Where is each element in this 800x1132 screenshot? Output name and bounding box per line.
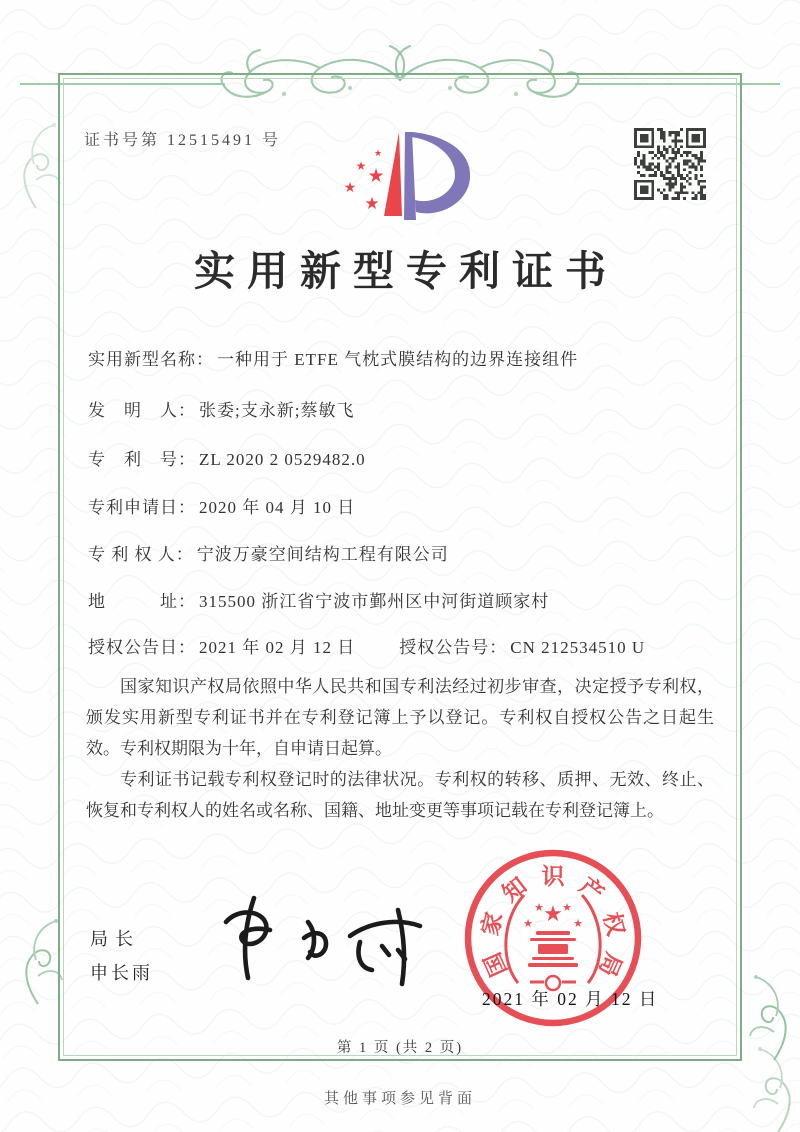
svg-text:权: 权 (598, 909, 629, 939)
svg-text:知: 知 (497, 872, 532, 907)
svg-text:★: ★ (543, 901, 563, 926)
field-label: 实用新型名称： (88, 350, 214, 369)
svg-text:★: ★ (573, 918, 583, 930)
svg-text:★: ★ (562, 902, 572, 914)
svg-text:国: 国 (479, 948, 512, 980)
cnipa-logo-icon (332, 122, 480, 230)
grant-number-label: 授权公告号： (399, 638, 508, 657)
field-row-grant-date (88, 633, 645, 658)
grant-number-value: CN 212534510 U (510, 638, 646, 657)
field-row-patent-no (88, 445, 366, 470)
svg-text:★: ★ (534, 902, 544, 914)
field-value: 2020 年 04 月 10 日 (199, 498, 356, 517)
body-paragraphs (86, 672, 714, 827)
field-row-name (88, 345, 578, 370)
svg-text:局: 局 (594, 948, 627, 980)
svg-text:★: ★ (373, 148, 383, 158)
paragraph-1: 国家知识产权局依照中华人民共和国专利法经过初步审查，决定授予专利权，颁发实用新型专利证书并在专利登记簿上予以登记。专利权自授权公告之日起生效。专利权期限为十年，自申请日起算。 (86, 677, 714, 758)
director-name: 申长雨 (90, 963, 153, 983)
director-signature-icon (212, 892, 447, 997)
svg-text:★: ★ (367, 166, 385, 187)
field-row-address (88, 587, 549, 612)
field-row-inventor (88, 396, 354, 421)
page-number: 第 1 页 (共 2 页) (336, 1040, 464, 1056)
field-value: 315500 浙江省宁波市鄞州区中河街道顾家村 (199, 592, 550, 611)
vine-flourish-top-left (6, 120, 66, 212)
field-value: 一种用于 ETFE 气枕式膜结构的边界连接组件 (217, 350, 579, 369)
director-title: 局长 (90, 929, 140, 949)
svg-text:★: ★ (343, 181, 357, 196)
field-label: 专 利 权 人： (88, 545, 194, 564)
paragraph-2: 专利证书记载专利权登记时的法律状况。专利权的转移、质押、无效、终止、恢复和专利权人的姓名或名称、国籍、地址变更等事项记载在专利登记簿上。 (86, 769, 714, 820)
field-value: 宁波万豪空间结构工程有限公司 (196, 545, 449, 564)
field-label: 发 明 人： (88, 401, 196, 420)
certificate-number: 证书号第 12515491 号 (84, 132, 282, 149)
svg-text:识: 识 (541, 864, 565, 889)
svg-text:家: 家 (477, 909, 508, 939)
seal-date: 2021 年 02 月 12 日 (482, 989, 659, 1009)
back-note: 其他事项参见背面 (323, 1091, 476, 1107)
field-label: 地 址： (88, 592, 196, 611)
field-label: 专利申请日： (88, 498, 196, 517)
field-label: 授权公告日： (88, 638, 196, 657)
national-emblem (506, 895, 600, 990)
svg-text:★: ★ (523, 918, 533, 930)
field-row-patentee (88, 540, 449, 565)
field-value: 张委;支永新;蔡敏飞 (199, 401, 355, 420)
field-row-filing-date (88, 493, 355, 518)
certificate-title: 实用新型专利证书 (194, 248, 618, 294)
qr-code (634, 128, 706, 200)
svg-text:★: ★ (364, 194, 380, 213)
field-label: 专 利 号： (88, 450, 196, 469)
svg-text:产: 产 (574, 872, 609, 907)
field-value: 2021 年 02 月 12 日 (199, 638, 356, 657)
svg-text:★: ★ (355, 159, 367, 173)
field-value: ZL 2020 2 0529482.0 (199, 450, 366, 469)
